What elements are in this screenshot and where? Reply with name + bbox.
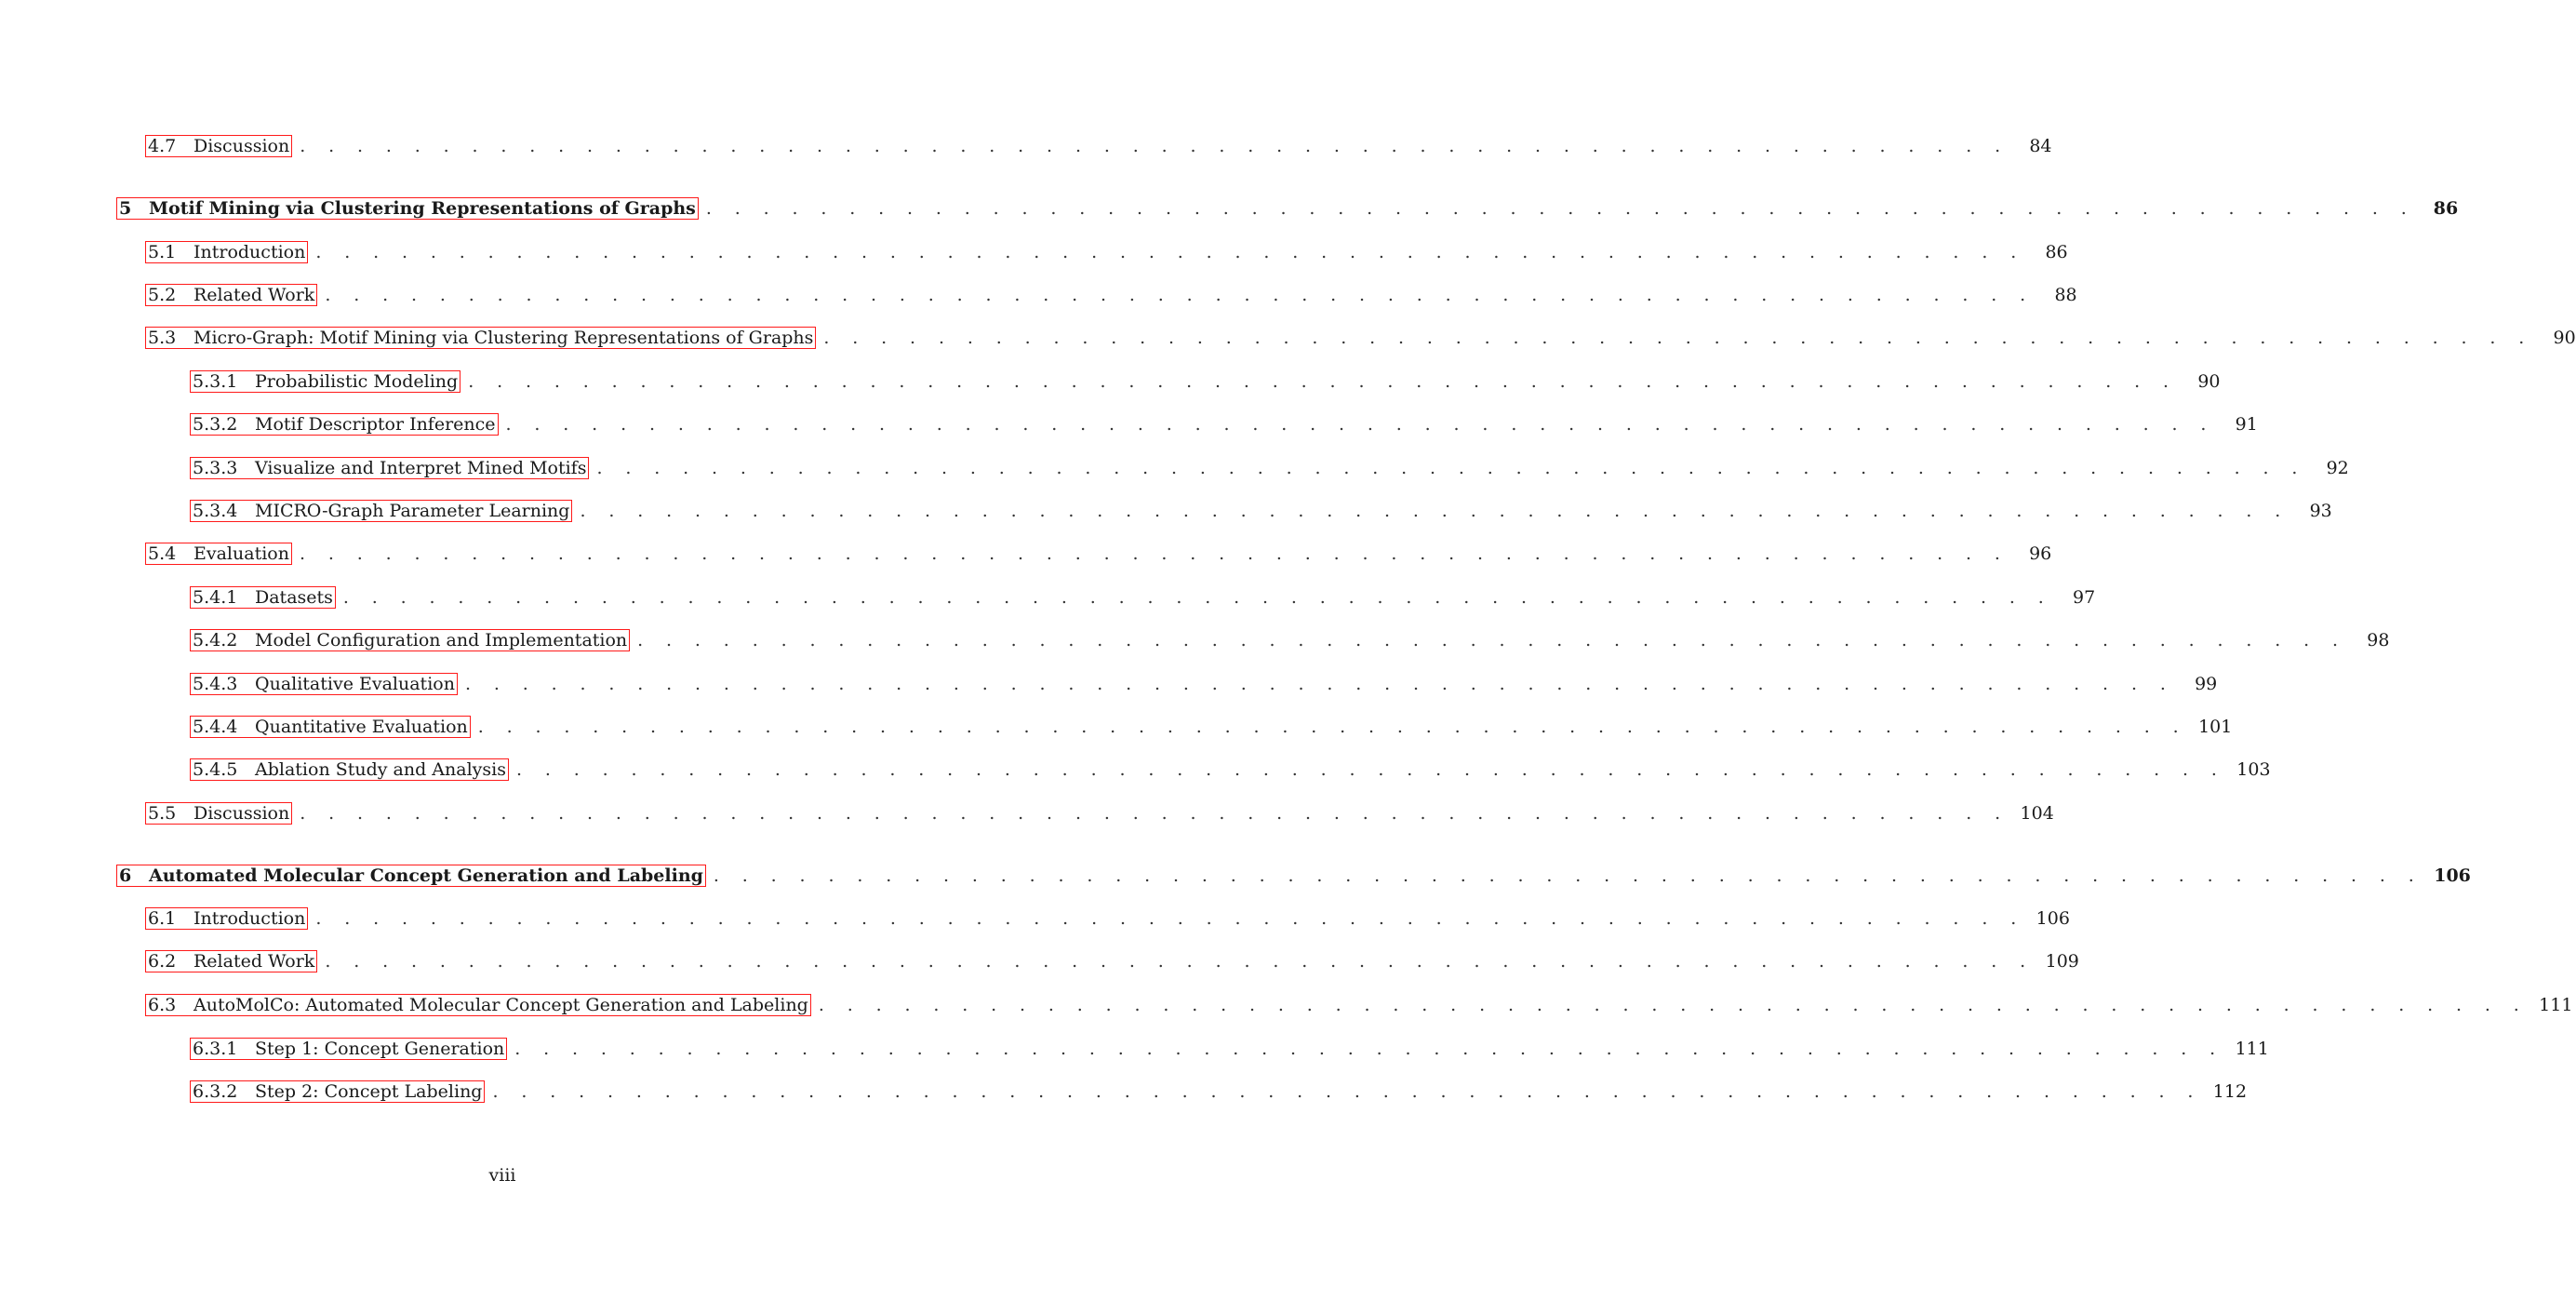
toc-title: Visualize and Interpret Mined Motifs [255,458,587,478]
toc-number: 5.1 [148,242,177,262]
toc-link[interactable] [190,413,499,436]
toc-subsection-entry [190,713,2233,741]
toc-leader-dots: . . . . . . . . . . . . . . . . . . . . . . . . . . . . . . . . . . . . . . . . . . . . . . . . . . . . . . . . . . . . [468,371,2178,392]
toc-section-entry [145,947,2079,975]
toc-number: 5.4.4 [193,717,238,737]
toc-number: 6.3.1 [193,1039,238,1059]
toc-number: 5.2 [148,285,177,305]
toc-title: Discussion [194,136,290,156]
toc-leader-dots: . . . . . . . . . . . . . . . . . . . . . . . . . . . . . . . . . . . . . . . . . . . . . . . . . . . . . . . . . . . . [705,198,2416,219]
toc-title: Introduction [194,242,306,262]
toc-page-number: 106 [2035,908,2070,929]
toc-leader-dots: . . . . . . . . . . . . . . . . . . . . . . . . . . . . . . . . . . . . . . . . . . . . . . . . . . . . . . . . . . . . [492,1081,2202,1102]
toc-number: 5.4.1 [193,587,238,608]
toc-section-entry [145,238,2068,266]
toc-subsection-entry [190,497,2332,525]
toc-number: 5 [119,198,132,219]
toc-link[interactable] [190,1038,507,1060]
toc-page-number: 90 [2197,371,2221,392]
toc-title: Quantitative Evaluation [255,717,468,737]
toc-subsection-entry [190,626,2390,654]
toc-link[interactable] [190,457,589,479]
toc-title: Automated Molecular Concept Generation and Labeling [149,865,703,886]
toc-number: 5.4.2 [193,630,238,650]
toc-number: 5.4 [148,543,177,564]
toc-link[interactable] [145,994,811,1016]
toc-title: Ablation Study and Analysis [255,759,506,780]
toc-title: Evaluation [194,543,289,564]
toc-page-number: 111 [2235,1039,2269,1059]
toc-link[interactable] [116,865,706,887]
toc-link[interactable] [190,758,509,781]
toc-link[interactable] [190,1080,485,1103]
toc-title: Micro-Graph: Motif Mining via Clustering Representations of Graphs [194,328,814,348]
toc-title: Related Work [194,285,315,305]
toc-page-number: 93 [2309,501,2332,521]
toc-number: 5.4.3 [193,674,238,694]
toc-chapter-entry [116,862,2471,890]
toc-page-number: 97 [2073,587,2096,608]
toc-number: 5.3.1 [193,371,238,392]
toc-leader-dots: . . . . . . . . . . . . . . . . . . . . . . . . . . . . . . . . . . . . . . . . . . . . . . . . . . . . . . . . . . . . [325,951,2035,972]
toc-page-number: 109 [2045,951,2079,972]
toc-link[interactable] [145,802,292,825]
toc-title: Introduction [194,908,306,929]
toc-page-number: 106 [2434,865,2471,886]
toc-leader-dots: . . . . . . . . . . . . . . . . . . . . . . . . . . . . . . . . . . . . . . . . . . . . . . . . . . . . . . . . . . . . [464,674,2175,694]
toc-subsection-entry [190,454,2349,482]
toc-chapter-entry [116,194,2459,222]
toc-subsection-entry [190,1035,2269,1063]
toc-link[interactable] [190,500,572,522]
toc-leader-dots: . . . . . . . . . . . . . . . . . . . . . . . . . . . . . . . . . . . . . . . . . . . . . . . . . . . . . . . . . . . . [818,995,2529,1015]
toc-page-number: 103 [2236,759,2271,780]
toc-title: Discussion [194,803,290,824]
toc-title: Step 1: Concept Generation [255,1039,505,1059]
toc-link[interactable] [190,716,471,738]
toc-number: 6.3.2 [193,1081,238,1102]
toc-page-number: 104 [2020,803,2054,824]
toc-title: Motif Mining via Clustering Representations of Graphs [149,198,696,219]
toc-leader-dots: . . . . . . . . . . . . . . . . . . . . . . . . . . . . . . . . . . . . . . . . . . . . . . . . . . . . . . . . . . . . [596,458,2306,478]
toc-link[interactable] [190,629,630,651]
toc-number: 6.2 [148,951,177,972]
toc-page-number: 86 [2433,198,2459,219]
toc-title: Probabilistic Modeling [255,371,459,392]
toc-leader-dots: . . . . . . . . . . . . . . . . . . . . . . . . . . . . . . . . . . . . . . . . . . . . . . . . . . . . . . . . . . . . [823,328,2533,348]
toc-number: 6 [119,865,132,886]
toc-leader-dots: . . . . . . . . . . . . . . . . . . . . . . . . . . . . . . . . . . . . . . . . . . . . . . . . . . . . . . . . . . . . [315,908,2025,929]
toc-section-entry [145,991,2573,1019]
toc-link[interactable] [116,197,699,220]
toc-leader-dots: . . . . . . . . . . . . . . . . . . . . . . . . . . . . . . . . . . . . . . . . . . . . . . . . . . . . . . . . . . . . [477,717,2188,737]
toc-link[interactable] [145,543,292,565]
toc-subsection-entry [190,583,2096,611]
toc-number: 5.3 [148,328,177,348]
toc-link[interactable] [145,241,308,263]
toc-title: Step 2: Concept Labeling [255,1081,483,1102]
toc-leader-dots: . . . . . . . . . . . . . . . . . . . . . . . . . . . . . . . . . . . . . . . . . . . . . . . . . . . . . . . . . . . . [299,543,2009,564]
toc-leader-dots: . . . . . . . . . . . . . . . . . . . . . . . . . . . . . . . . . . . . . . . . . . . . . . . . . . . . . . . . . . . . [713,865,2423,886]
toc-link[interactable] [145,284,317,306]
toc-page-number: 86 [2045,242,2068,262]
toc-leader-dots: . . . . . . . . . . . . . . . . . . . . . . . . . . . . . . . . . . . . . . . . . . . . . . . . . . . . . . . . . . . . [315,242,2025,262]
toc-title: Related Work [194,951,315,972]
toc-subsection-entry [190,670,2218,698]
toc-link[interactable] [145,907,308,930]
toc-number: 5.3.4 [193,501,238,521]
toc-page-number: 98 [2367,630,2390,650]
toc-title: MICRO-Graph Parameter Learning [255,501,570,521]
toc-number: 6.1 [148,908,177,929]
toc-page-number: 101 [2198,717,2233,737]
toc-page-number: 99 [2195,674,2218,694]
toc-page-number: 92 [2326,458,2349,478]
toc-link[interactable] [190,370,460,393]
toc-title: Qualitative Evaluation [255,674,455,694]
toc-section-entry [145,281,2077,309]
toc-section-entry [145,540,2052,568]
toc-number: 4.7 [148,136,177,156]
toc-leader-dots: . . . . . . . . . . . . . . . . . . . . . . . . . . . . . . . . . . . . . . . . . . . . . . . . . . . . . . . . . . . . [325,285,2035,305]
toc-leader-dots: . . . . . . . . . . . . . . . . . . . . . . . . . . . . . . . . . . . . . . . . . . . . . . . . . . . . . . . . . . . . [515,759,2226,780]
toc-number: 5.3.3 [193,458,238,478]
toc-link[interactable] [145,135,292,157]
toc-number: 5.3.2 [193,414,238,435]
toc-number: 5.5 [148,803,177,824]
toc-leader-dots: . . . . . . . . . . . . . . . . . . . . . . . . . . . . . . . . . . . . . . . . . . . . . . . . . . . . . . . . . . . . [300,803,2009,824]
toc-number: 5.4.5 [193,759,238,780]
toc-page-number: 111 [2539,995,2573,1015]
toc-title: Datasets [255,587,333,608]
toc-page-number: 112 [2212,1081,2248,1102]
toc-page-number: 84 [2029,136,2052,156]
toc-link[interactable] [190,673,458,695]
toc-subsection-entry [190,756,2271,784]
toc-leader-dots: . . . . . . . . . . . . . . . . . . . . . . . . . . . . . . . . . . . . . . . . . . . . . . . . . . . . . . . . . . . . [505,414,2215,435]
toc-leader-dots: . . . . . . . . . . . . . . . . . . . . . . . . . . . . . . . . . . . . . . . . . . . . . . . . . . . . . . . . . . . . [637,630,2347,650]
page-number: viii [488,1165,516,1186]
toc-section-entry [145,324,2576,352]
toc-link[interactable] [145,950,317,972]
toc-page-number: 91 [2235,414,2258,435]
toc-page-number: 96 [2029,543,2052,564]
toc-subsection-entry [190,410,2258,438]
toc-leader-dots: . . . . . . . . . . . . . . . . . . . . . . . . . . . . . . . . . . . . . . . . . . . . . . . . . . . . . . . . . . . . [342,587,2053,608]
toc-subsection-entry [190,368,2221,396]
toc-subsection-entry [190,1078,2248,1106]
toc-section-entry [145,905,2070,932]
toc-title: Motif Descriptor Inference [255,414,496,435]
toc-leader-dots: . . . . . . . . . . . . . . . . . . . . . . . . . . . . . . . . . . . . . . . . . . . . . . . . . . . . . . . . . . . . [300,136,2009,156]
toc-section-entry [145,799,2054,827]
toc-page-number: 90 [2553,328,2576,348]
toc-link[interactable] [190,586,336,609]
toc-number: 6.3 [148,995,177,1015]
toc-title: AutoMolCo: Automated Molecular Concept Generation and Labeling [194,995,808,1015]
toc-leader-dots: . . . . . . . . . . . . . . . . . . . . . . . . . . . . . . . . . . . . . . . . . . . . . . . . . . . . . . . . . . . . [580,501,2289,521]
toc-page-number: 88 [2054,285,2077,305]
toc-section-entry [145,132,2052,160]
toc-title: Model Configuration and Implementation [255,630,628,650]
toc-link[interactable] [145,327,816,349]
toc-leader-dots: . . . . . . . . . . . . . . . . . . . . . . . . . . . . . . . . . . . . . . . . . . . . . . . . . . . . . . . . . . . . [514,1039,2224,1059]
